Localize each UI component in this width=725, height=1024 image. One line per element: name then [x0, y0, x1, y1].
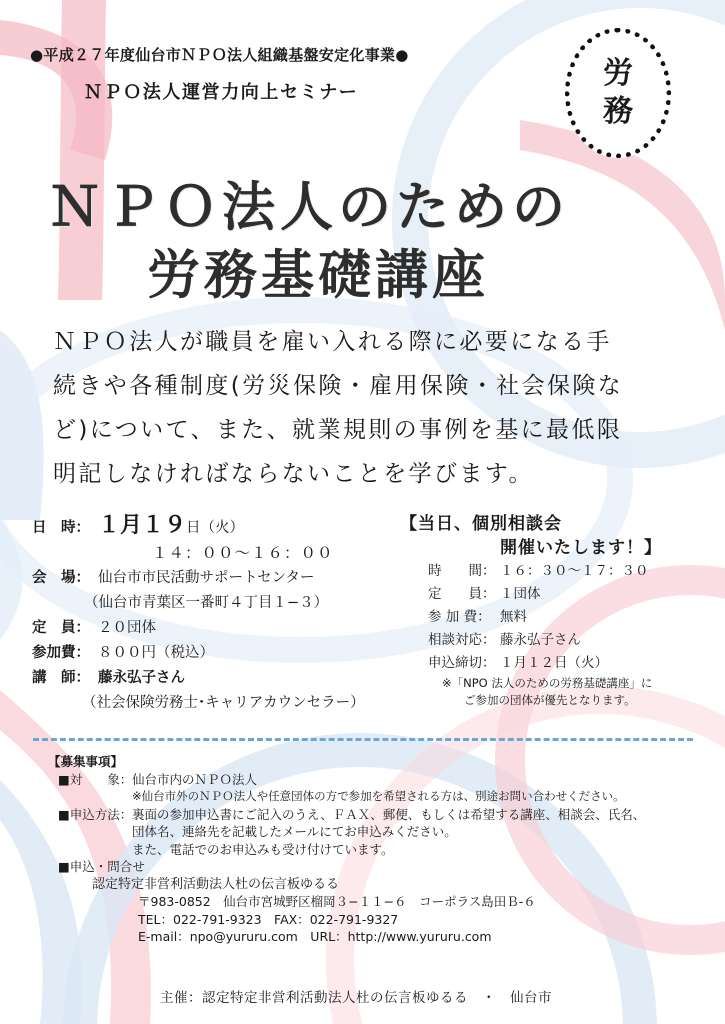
capacity-value: ２０団体 [98, 620, 156, 636]
apply-row [48, 806, 645, 824]
consultation-heading-1: 【当日、個別相談会 [400, 514, 562, 534]
date-row [32, 513, 365, 541]
seminar-series: ＮＰＯ法人運営力向上セミナー [84, 82, 359, 103]
fee-row [32, 641, 365, 666]
event-info [32, 513, 365, 716]
consultation-heading-2: 開催いたします！】 [500, 538, 662, 558]
consult-capacity-row [400, 583, 662, 606]
badge-char-2: 務 [603, 94, 633, 129]
lecturer-title: （社会保険労務士･キャリアカウンセラー） [82, 695, 365, 711]
consult-advisor-row [400, 629, 662, 652]
fee-value: ８００円（税込） [98, 645, 214, 661]
section-divider [33, 738, 693, 741]
recruitment-title: 【募集事項】 [48, 754, 124, 769]
consult-fee-label: 参 加 費： [428, 609, 491, 625]
venue-row [32, 566, 365, 591]
target-value: 仙台市内のＮＰＯ法人 [132, 771, 258, 787]
target-row [48, 771, 645, 789]
consult-note-2: ご参加の団体が優先となります。 [464, 693, 636, 707]
consult-time-row [400, 560, 662, 583]
lead-paragraph [53, 320, 693, 496]
date-suffix: 日（火） [186, 520, 245, 536]
consult-time-label: 時 間： [428, 563, 496, 579]
date-month: １月 [98, 513, 143, 538]
apply-line-3: また、電話でのお申込みも受け付けています。 [132, 841, 394, 857]
consult-capacity-label: 定 員： [428, 586, 496, 602]
consult-deadline-row [400, 652, 662, 675]
apply-line-1: 裏面の参加申込書にご記入のうえ、ＦＡＸ、郵便、もしくは希望する講座、相談会、氏名、 [132, 806, 646, 822]
labor-badge [565, 28, 671, 158]
capacity-row [32, 616, 365, 641]
lecturer-name: 藤永弘子さん [98, 670, 185, 686]
contact-label: ■申込・問合せ [58, 859, 145, 874]
consult-advisor-value: 藤永弘子さん [500, 632, 581, 648]
lecturer-label: 講 師： [32, 670, 90, 686]
venue-value: 仙台市市民活動サポートセンター [98, 570, 315, 586]
consult-capacity-value: １団体 [500, 586, 541, 602]
venue-address: （仙台市青葉区一番町４丁目１−３） [84, 595, 329, 611]
date-day: １９ [142, 513, 187, 538]
time-value: １４：００〜１６：００ [152, 544, 334, 562]
date-label: 日 時： [32, 520, 90, 536]
organization-address: 〒983-0852 仙台市宮城野区榴岡３−１１−６ コーポラス島田Ｂ-６ [138, 894, 536, 909]
recruitment-section [48, 753, 645, 946]
consultation-info [400, 512, 662, 709]
consult-fee-row [400, 606, 662, 629]
lecturer-row [32, 666, 365, 691]
program-name: ●平成２７年度仙台市ＮＰＯ法人組織基盤安定化事業● [30, 46, 409, 64]
lead-line: 続きや各種制度(労災保険・雇用保険・社会保険な [53, 373, 624, 399]
target-label: ■対 象： [58, 771, 133, 787]
lead-line: 明記しなければならないことを学びます。 [53, 461, 534, 487]
target-note: ※仙台市外のＮＰＯ法人や任意団体の方で参加を希望される方は、別途お問い合わせください。 [132, 789, 625, 803]
lead-line: ＮＰＯ法人が職員を雇い入れる際に必要になる手 [53, 329, 612, 355]
capacity-label: 定 員： [32, 620, 90, 636]
lead-line: ど)について、また、就業規則の事例を基に最低限 [53, 417, 623, 443]
page-title-line-1: ＮＰＯ法人のための [48, 177, 570, 238]
apply-line-2: 団体名、連絡先を記載したメールにてお申込みください。 [132, 824, 457, 839]
consult-deadline-label: 申込締切： [428, 655, 496, 671]
consult-deadline-value: １月１２日（火） [500, 655, 608, 671]
venue-label: 会 場： [32, 570, 90, 586]
email-url: E-mail：npo@yururu.com URL：http://www.yururu.com [138, 929, 492, 944]
organization-name: 認定特定非営利活動法人杜の伝言板ゆるる [92, 876, 340, 892]
consult-fee-value: 無料 [500, 609, 527, 625]
consult-advisor-label: 相談対応： [428, 632, 496, 648]
consult-note-1: ※「NPO 法人のための労務基礎講座」に [442, 676, 653, 690]
badge-char-1: 労 [603, 56, 633, 91]
fee-label: 参加費： [32, 645, 90, 661]
apply-label: ■申込方法： [58, 806, 133, 822]
organizer: 主催：認定特定非営利活動法人杜の伝言板ゆるる ・ 仙台市 [160, 990, 552, 1006]
consult-time-value: １６：３０〜１７：３０ [500, 563, 649, 579]
phone-fax: TEL：022-791-9323 FAX：022-791-9327 [138, 911, 399, 927]
page-title-line-2: 労務基礎講座 [147, 245, 489, 306]
